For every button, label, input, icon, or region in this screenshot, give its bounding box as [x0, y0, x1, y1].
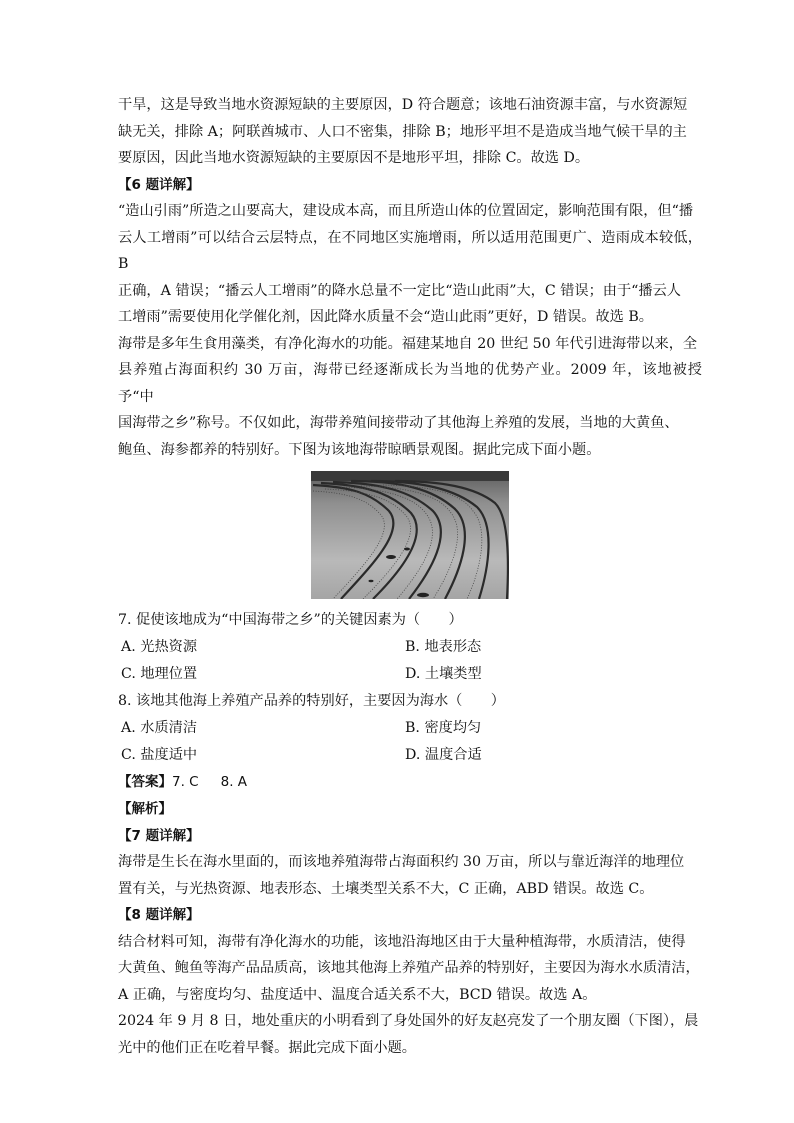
q8-line-1: 结合材料可知，海带有净化海水的功能，该地沿海地区由于大量种植海带，水质清洁，使得	[118, 933, 686, 950]
q8-heading: 【8 题详解】	[118, 907, 200, 923]
intro-line-3: 要原因，因此当地水资源短缺的主要原因不是地形平坦，排除 C。故选 D。	[118, 150, 590, 166]
q8-line-2: 大黄鱼、鲍鱼等海产品品质高，该地其他海上养殖产品养的特别好，主要因为海水水质清洁，	[118, 960, 700, 976]
q7-stem: 7. 促使该地成为“中国海带之乡”的关键因素为（ ）	[118, 612, 463, 628]
q7-line-1: 海带是生长在海水里面的，而该地养殖海带占海面积约 30 万亩，所以与靠近海洋的地理位	[118, 854, 685, 870]
q6-line-3: 正确，A 错误；“播云人工增雨”的降水总量不一定比“造山此雨”大，C 错误；由于“播云人	[118, 282, 681, 299]
q7-option-a: A. 光热资源	[121, 639, 198, 655]
q7-options	[118, 634, 702, 688]
material-line-3: 国海带之乡”称号。不仅如此，海带养殖间接带动了其他海上养殖的发展，当地的大黄鱼、	[118, 415, 679, 431]
answer-7: 7. C	[172, 774, 199, 790]
q7-heading: 【7 题详解】	[118, 827, 200, 844]
q8-option-a: A. 水质清洁	[121, 720, 198, 736]
q7-option-d: D. 土壤类型	[405, 666, 482, 682]
q8-option-c: C. 盐度适中	[121, 747, 198, 763]
next-material-line-2: 光中的他们正在吃着早餐。据此完成下面小题。	[118, 1039, 416, 1056]
q6-line-4: 工增雨”需要使用化学催化剂，因此降水质量不会“造山此雨”更好，D 错误。故选 B。	[118, 309, 653, 325]
intro-line-2: 缺无关，排除 A；阿联酋城市、人口不密集，排除 B；地形平坦不是造成当地气候干旱的主	[118, 123, 687, 140]
answer-label: 【答案】	[118, 774, 172, 790]
seaweed-farm-photo	[311, 471, 509, 599]
q8-options	[118, 715, 702, 769]
material-line-4: 鲍鱼、海参都养的特别好。下图为该地海带晾晒景观图。据此完成下面小题。	[118, 441, 601, 458]
material-line-1: 海带是多年生食用藻类，有净化海水的功能。福建某地自 20 世纪 50 年代引进海带以来，全	[118, 335, 698, 352]
intro-line-1: 干旱，这是导致当地水资源短缺的主要原因，D 符合题意；该地石油资源丰富，与水资源短	[118, 97, 688, 113]
analysis-heading: 【解析】	[118, 801, 172, 817]
q6-heading: 【6 题详解】	[118, 176, 200, 193]
q8-line-3: A 正确，与密度均匀、盐度适中、温度合适关系不大，BCD 错误。故选 A。	[118, 986, 597, 1003]
q8-option-d: D. 温度合适	[405, 747, 482, 763]
answer-8: 8. A	[220, 774, 248, 790]
q6-line-1: “造山引雨”所造之山要高大，建设成本高，而且所造山体的位置固定，影响范围有限，但“播	[118, 203, 694, 219]
q7-option-b: B. 地表形态	[405, 639, 482, 655]
q6-line-2: 云人工增雨”可以结合云层特点，在不同地区实施增雨，所以适用范围更广、造雨成本较低，B	[118, 229, 702, 272]
q7-option-c: C. 地理位置	[121, 666, 198, 682]
q7-line-2: 置有关，与光热资源、地表形态、土壤类型关系不大，C 正确，ABD 错误。故选 C。	[118, 880, 654, 897]
q8-stem: 8. 该地其他海上养殖产品养的特别好，主要因为海水（ ）	[118, 693, 505, 709]
material-line-2: 县养殖占海面积约 30 万亩，海带已经逐渐成长为当地的优势产业。2009 年，该地被授予“中	[118, 362, 702, 405]
answer-line	[118, 769, 702, 796]
next-material-line-1: 2024 年 9 月 8 日，地处重庆的小明看到了身处国外的好友赵亮发了一个朋友圈（下图），晨	[118, 1013, 699, 1029]
q8-option-b: B. 密度均匀	[405, 720, 482, 736]
document-page	[118, 92, 702, 1061]
figure-container	[118, 471, 702, 599]
